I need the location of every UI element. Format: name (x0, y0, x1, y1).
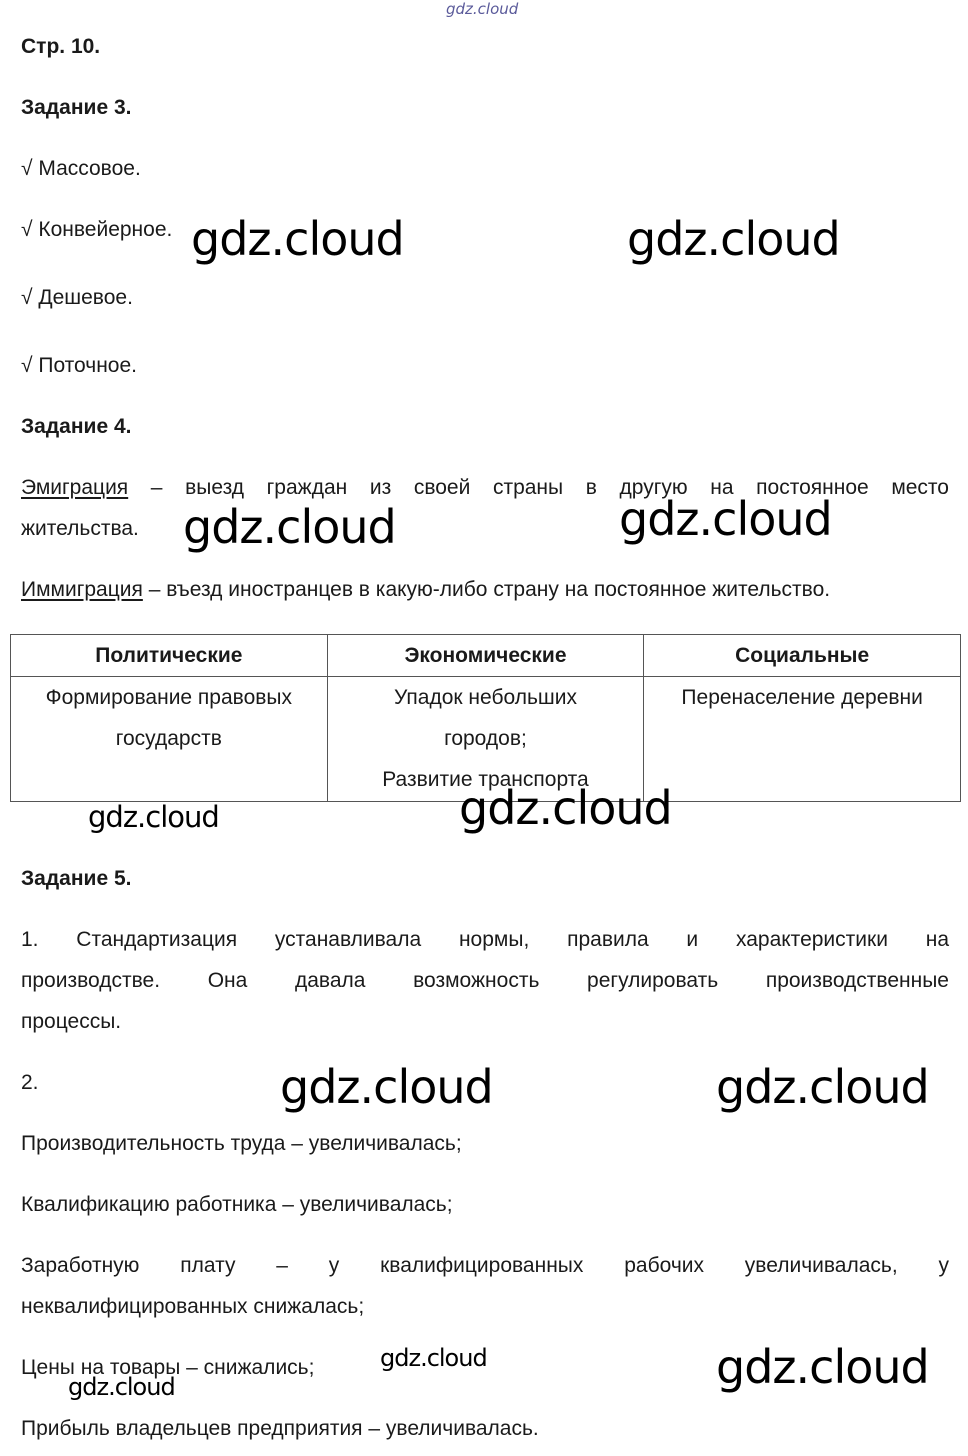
watermark: gdz.cloud (459, 781, 672, 835)
task5-item: Квалификацию работника – увеличивалась; (21, 1193, 453, 1216)
page-label: Стр. 10. (21, 35, 101, 58)
cell-line: Развитие транспорта (382, 768, 589, 791)
cell-line: Перенаселение деревни (681, 686, 923, 709)
cell-social (644, 677, 961, 802)
watermark: gdz.cloud (280, 1060, 493, 1114)
causes-table (10, 634, 961, 802)
watermark: gdz.cloud (716, 1060, 929, 1114)
watermark: gdz.cloud (191, 212, 404, 266)
task3-item: √ Массовое. (21, 157, 141, 180)
emigration-term: Эмиграция (21, 476, 129, 499)
immigration-text: – въезд иностранцев в какую-либо страну на постоянное жительство. (142, 578, 831, 601)
task5-title: Задание 5. (21, 867, 132, 890)
task5-item: Производительность труда – увеличивалась; (21, 1132, 462, 1155)
watermark: gdz.cloud (380, 1344, 487, 1372)
emigration-text: – выезд граждан из своей страны в другую на постоянное место (128, 476, 949, 499)
header-economic: Экономические (327, 635, 644, 677)
header-social: Социальные (644, 635, 961, 677)
task5-item: Цены на товары – снижались; (21, 1356, 315, 1379)
task5-number: 2. (21, 1071, 39, 1094)
cell-line: городов; (444, 727, 527, 750)
task3-item: √ Поточное. (21, 354, 138, 377)
watermark: gdz.cloud (88, 800, 219, 834)
watermark: gdz.cloud (68, 1373, 175, 1401)
task5-item: Прибыль владельцев предприятия – увеличивалась. (21, 1417, 539, 1440)
table-header-row (11, 635, 961, 677)
cell-line: Формирование правовых (45, 686, 293, 709)
watermark-top: gdz.cloud (446, 0, 519, 18)
task4-title: Задание 4. (21, 415, 132, 438)
emigration-text-cont: жительства. (21, 517, 139, 540)
watermark: gdz.cloud (619, 492, 832, 546)
task3-item: √ Дешевое. (21, 286, 133, 309)
immigration-term: Иммиграция (21, 578, 143, 601)
watermark: gdz.cloud (183, 500, 396, 554)
task5-paragraph: 1. Стандартизация устанавливала нормы, правила и характеристики на (21, 928, 949, 951)
task5-paragraph: процессы. (21, 1010, 122, 1033)
task5-item: Заработную плату – у квалифицированных рабочих увеличивалась, у (21, 1254, 949, 1277)
watermark: gdz.cloud (716, 1340, 929, 1394)
immigration-definition (21, 569, 830, 610)
task3-item: √ Конвейерное. (21, 218, 173, 241)
cell-line: государств (115, 727, 222, 750)
header-political: Политические (11, 635, 328, 677)
task5-item: неквалифицированных снижалась; (21, 1295, 365, 1318)
cell-line: Упадок небольших (394, 686, 577, 709)
task3-title: Задание 3. (21, 96, 132, 119)
cell-political (11, 677, 328, 802)
watermark: gdz.cloud (627, 212, 840, 266)
task5-paragraph: производстве. Она давала возможность регулировать производственные (21, 969, 949, 992)
